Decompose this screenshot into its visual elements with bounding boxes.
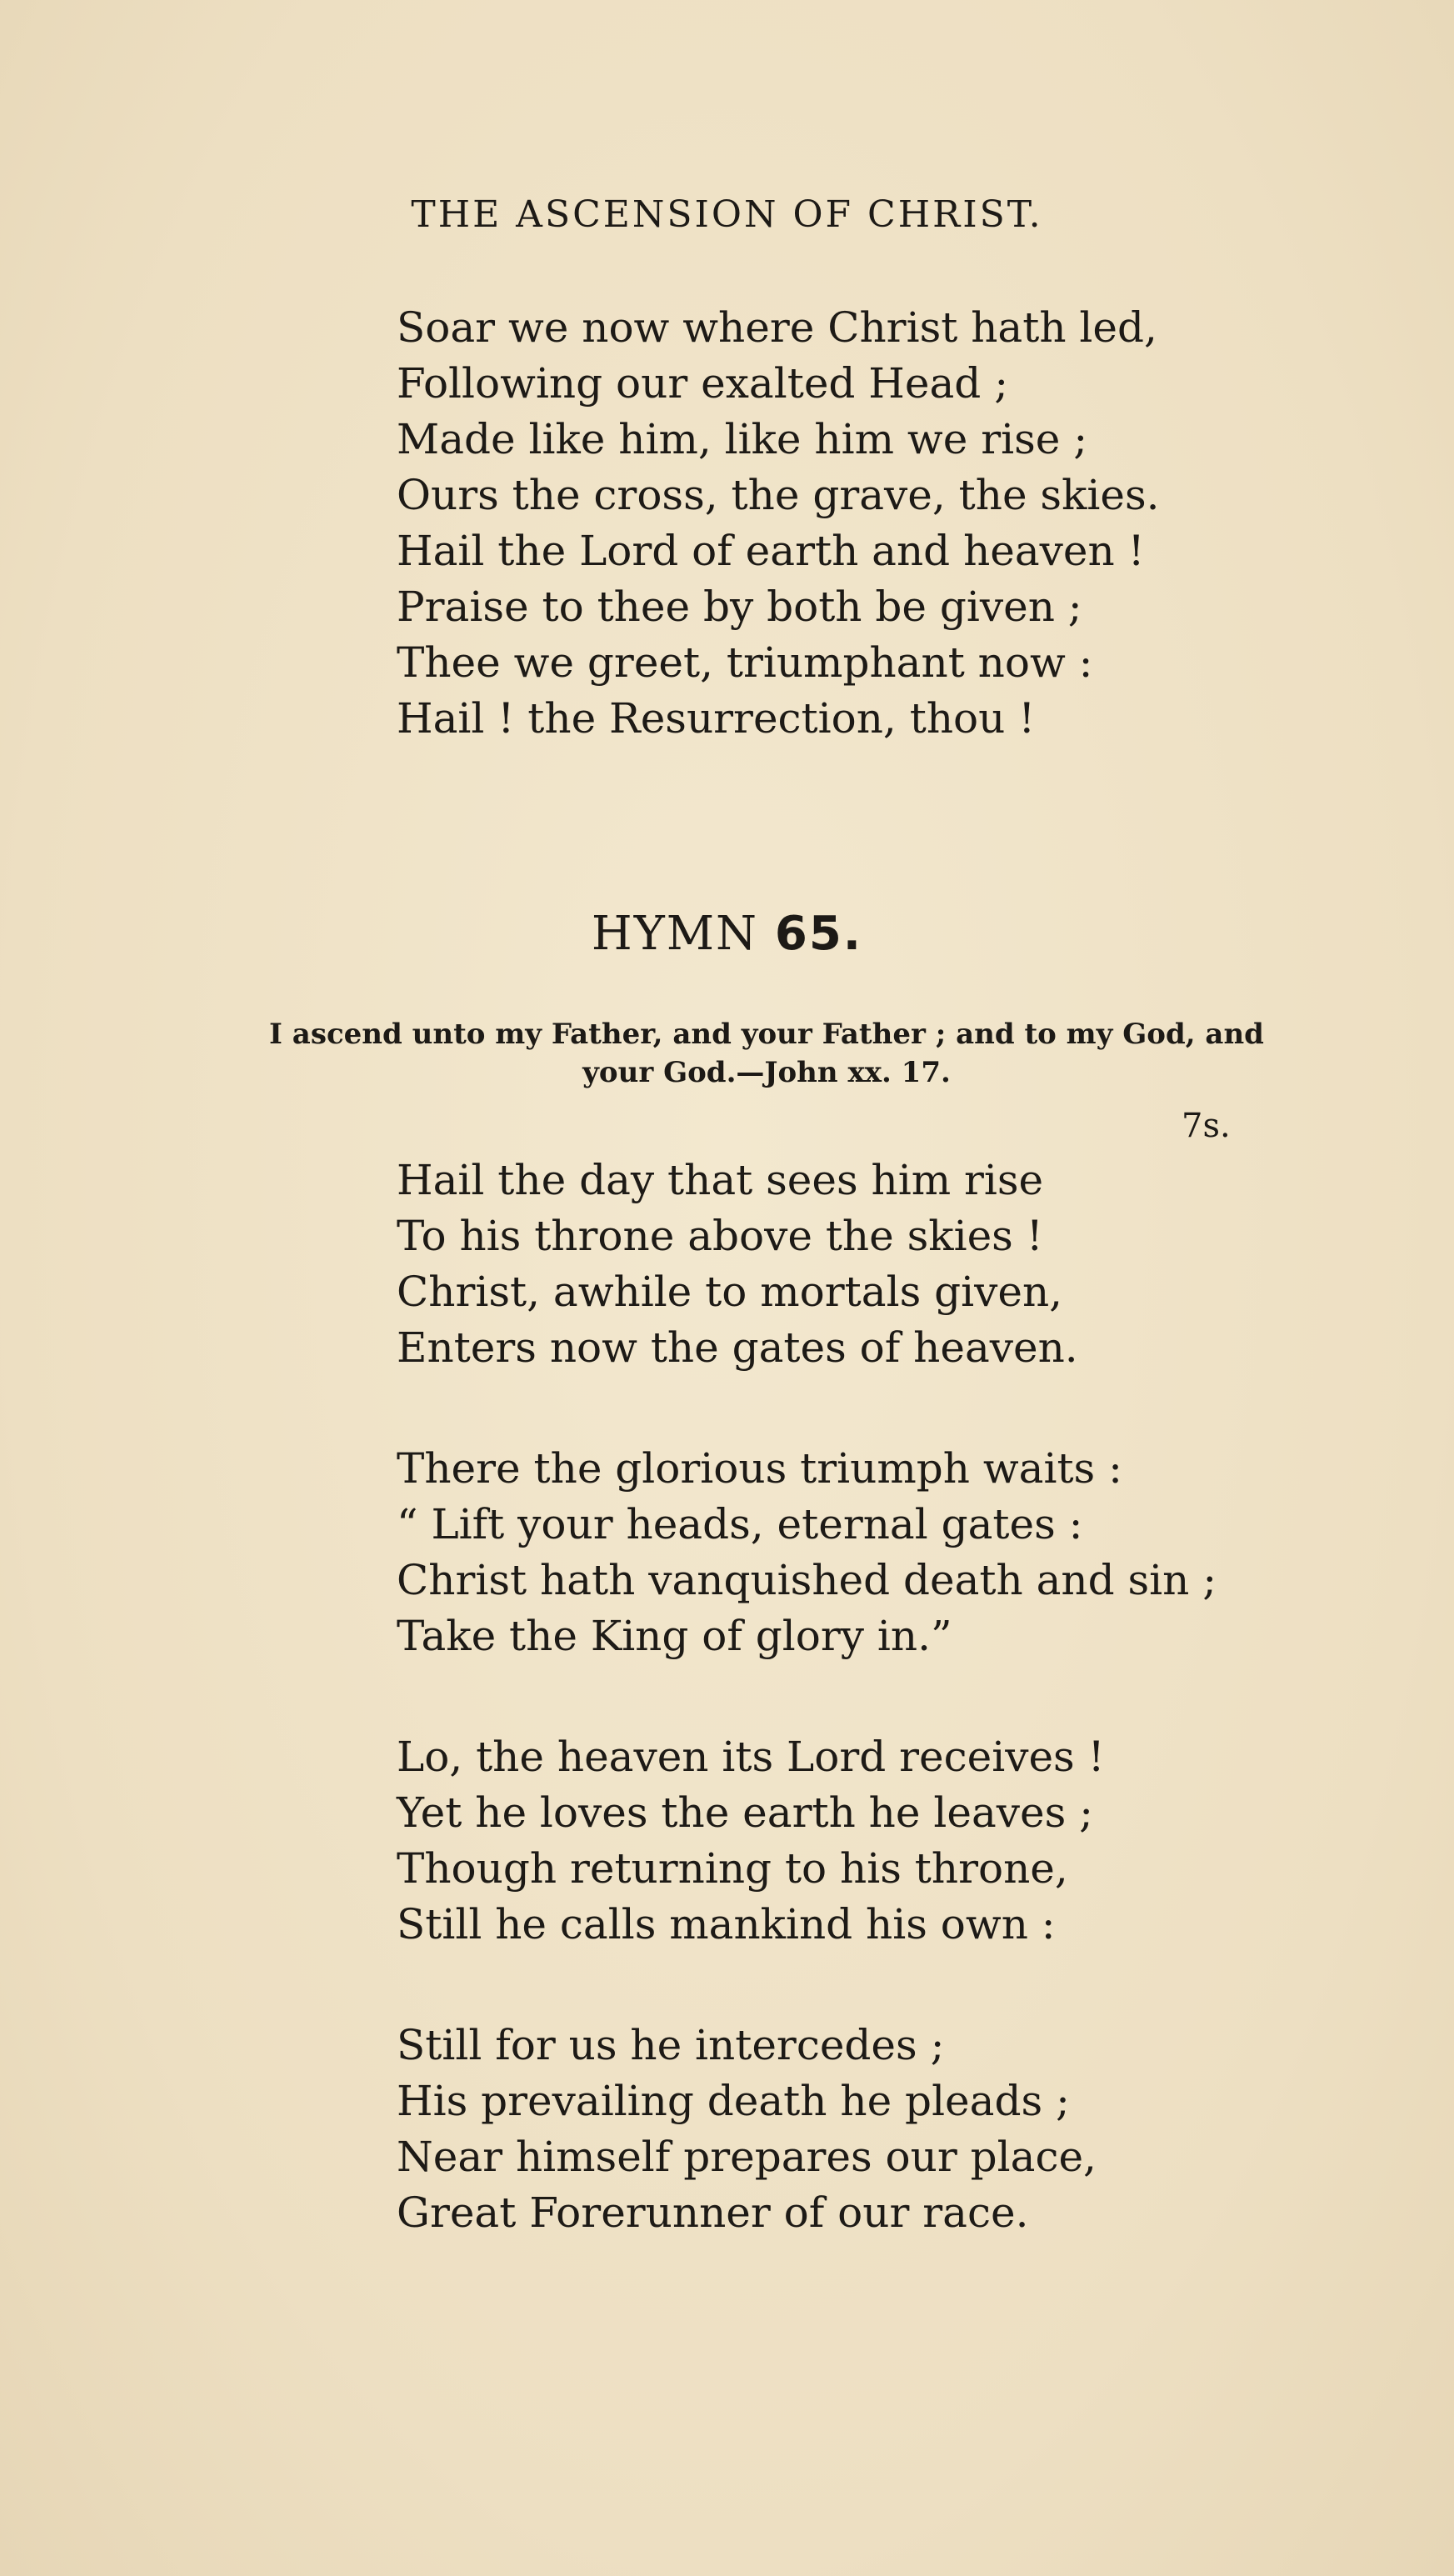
verse-line: His prevailing death he pleads ;	[397, 2077, 1070, 2125]
verse-line: Hail ! the Resurrection, thou !	[397, 694, 1036, 743]
verse-line: Great Forerunner of our race.	[397, 2188, 1029, 2237]
verse-line: There the glorious triumph waits :	[397, 1444, 1122, 1493]
running-head: THE ASCENSION OF CHRIST.	[411, 193, 1043, 236]
verse-line: Ours the cross, the grave, the skies.	[397, 471, 1160, 519]
stanza-4	[397, 2018, 1097, 2241]
verse-line: Made like him, like him we rise ;	[397, 415, 1088, 463]
meter-indicator: 7s.	[1182, 1107, 1231, 1145]
verse-line: Near himself prepares our place,	[397, 2133, 1097, 2181]
verse-line: Still for us he intercedes ;	[397, 2021, 945, 2069]
stanza-3	[397, 1729, 1105, 1953]
epigraph-line: your God.—John xx. 17.	[582, 1056, 951, 1089]
verse-line: Still he calls mankind his own :	[397, 1900, 1056, 1948]
stanza-2	[397, 1441, 1217, 1664]
verse-line: Christ hath vanquished death and sin ;	[397, 1556, 1217, 1604]
verse-line: Hail the Lord of earth and heaven !	[397, 527, 1145, 575]
verse-line: Enters now the gates of heaven.	[397, 1323, 1078, 1372]
verse-line: Soar we now where Christ hath led,	[397, 303, 1157, 352]
verse-line: Take the King of glory in.”	[397, 1612, 952, 1660]
previous-hymn-stanza	[397, 300, 1160, 747]
epigraph-line: I ascend unto my Father, and your Father ; and to my God, and	[269, 1018, 1264, 1051]
verse-line: Lo, the heaven its Lord receives !	[397, 1733, 1105, 1781]
verse-line: “ Lift your heads, eternal gates :	[397, 1500, 1083, 1548]
verse-line: Praise to thee by both be given ;	[397, 583, 1082, 631]
verse-line: Yet he loves the earth he leaves ;	[397, 1788, 1093, 1837]
hymn-label: HYMN	[591, 907, 759, 961]
hymn-title	[0, 907, 1454, 961]
stanza-1	[397, 1153, 1078, 1376]
scripture-epigraph	[167, 1015, 1367, 1092]
verse-line: Christ, awhile to mortals given,	[397, 1268, 1063, 1316]
verse-line: Though returning to his throne,	[397, 1844, 1068, 1893]
verse-line: Thee we greet, triumphant now :	[397, 638, 1093, 687]
hymn-number: 65.	[774, 907, 863, 961]
verse-line: Hail the day that sees him rise	[397, 1156, 1044, 1204]
verse-line: To his throne above the skies !	[397, 1212, 1043, 1260]
verse-line: Following our exalted Head ;	[397, 359, 1009, 408]
